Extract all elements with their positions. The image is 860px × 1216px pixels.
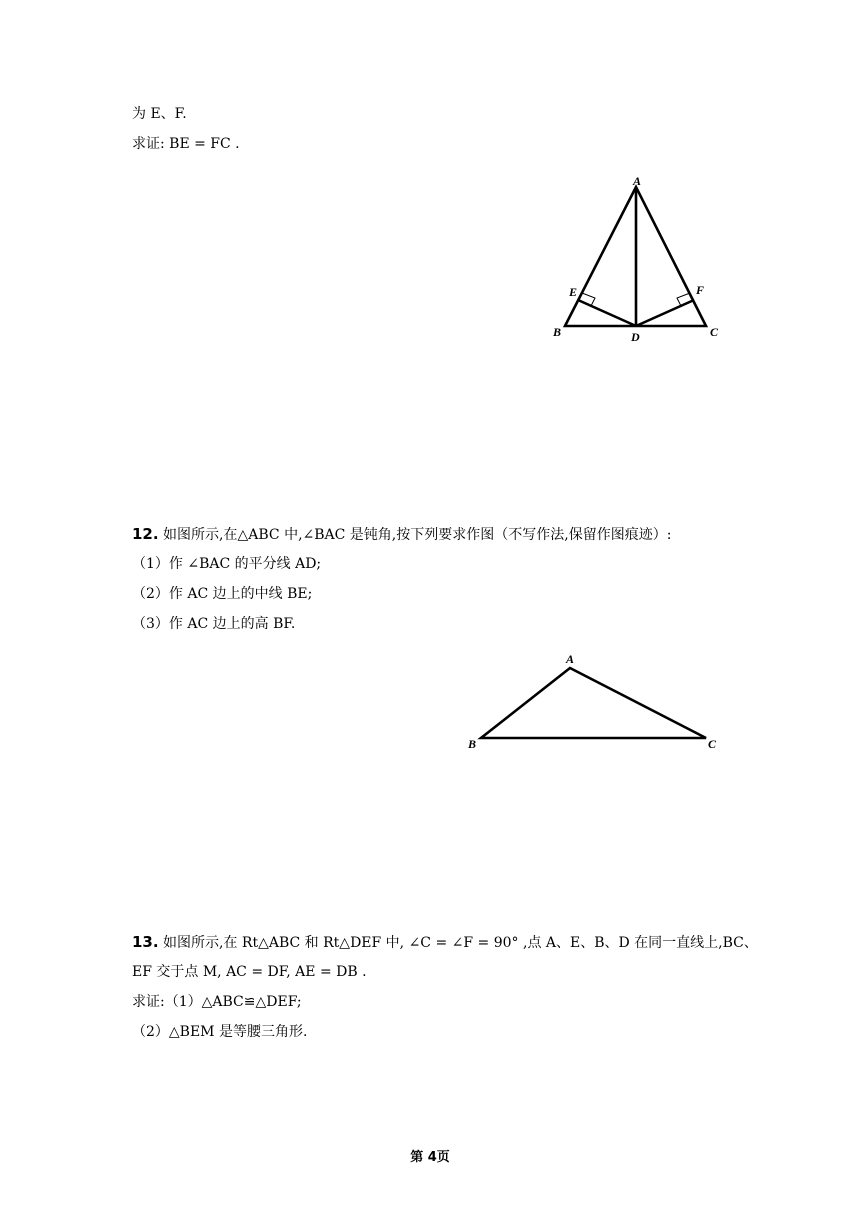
q13-number: 13. [132,933,159,951]
q13-stem-text: 如图所示,在 Rt△ABC 和 Rt△DEF 中, ∠C = ∠F = 90° ,点 A、E、B、D 在同一直线上,BC、 [163,935,758,951]
label-d: D [631,330,640,344]
q13-stem-line1 [132,932,758,953]
label-e: E [569,285,578,299]
q11-prove-statement: 求证: BE = FC . [132,136,240,152]
figure2-svg [462,650,727,755]
label-b2: B [468,737,477,751]
label-c2: C [708,737,717,751]
label-c: C [710,325,719,339]
page-number-footer: 第 4页 [410,1150,450,1165]
triangle-abc-obtuse-outline [481,668,706,738]
q12-stem-text: 如图所示,在△ABC 中,∠BAC 是钝角,按下列要求作图（不写作法,保留作图痕迹）: [163,527,672,543]
label-a2: A [566,652,575,666]
q13-item-2: （2）△BEM 是等腰三角形. [132,1024,308,1040]
label-b: B [553,325,562,339]
q12-item-3: （3）作 AC 边上的高 BF. [132,616,296,632]
q13-item-1: 求证:（1）△ABC≌△DEF; [132,994,302,1010]
q11-continuation-line: 为 E、F. [132,106,187,122]
figure-obtuse-triangle-abc [462,650,727,755]
figure-triangle-ade-adf [550,172,730,347]
segment-de [578,300,636,326]
q12-item-1: （1）作 ∠BAC 的平分线 AD; [132,556,322,572]
figure1-svg [550,172,730,347]
q12-number: 12. [132,525,159,543]
q13-stem-line2: EF 交于点 M, AC = DF, AE = DB . [132,964,367,980]
segment-df [636,300,694,326]
q12-item-2: （2）作 AC 边上的中线 BE; [132,586,313,602]
q12-stem [132,524,671,545]
label-a: A [633,174,642,188]
label-f: F [696,283,705,297]
